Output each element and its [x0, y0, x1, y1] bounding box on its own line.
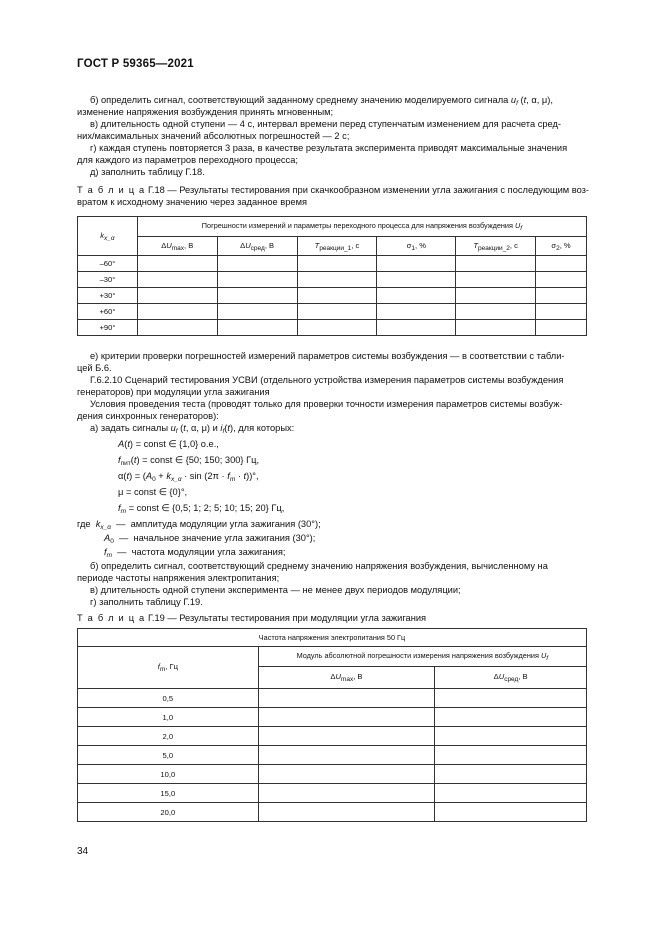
step-b-line2: периоде частоты напряжения электропитания; — [77, 573, 280, 583]
table19-row-label: 0,5 — [78, 689, 259, 708]
paragraph-c-line1: в) длительность одной ступени — 4 с, интервал времени перед ступенчатым изменением для расчета сред- — [90, 119, 561, 129]
table19-caption-label: Т а б л и ц а — [77, 613, 146, 623]
table19-row-label: 2,0 — [78, 727, 259, 746]
table18-col-header: σ1, % — [377, 237, 456, 256]
step-c: в) длительность одной ступени эксперимента — не менее двух периодов модуляции; — [90, 585, 461, 595]
table19-caption-text: Г.19 — Результаты тестирования при модуляции угла зажигания — [145, 613, 427, 623]
table-18 — [77, 216, 587, 336]
table18-row-label: –60° — [78, 256, 138, 272]
table18-col-header: Tреакции_2, с — [456, 237, 536, 256]
table18-row-label: +30° — [78, 288, 138, 304]
table18-col-header: ΔUсред, В — [217, 237, 297, 256]
table18-row-label: +90° — [78, 320, 138, 336]
formula-mu: μ = const ∈ {0}°, — [118, 487, 188, 497]
step-b-line1: б) определить сигнал, соответствующий среднему значению напряжения возбуждения, вычисленному на — [90, 561, 548, 571]
table18-row-header: kx_α — [78, 217, 138, 256]
table-row — [78, 708, 587, 727]
table18-caption-text: Г.18 — Результаты тестирования при скачкообразном изменении угла зажигания с последующим воз- — [145, 185, 590, 195]
table19-row-label: 15,0 — [78, 784, 259, 803]
table-row — [78, 304, 587, 320]
paragraph-f-line2: цей Б.6. — [77, 363, 112, 373]
table19-col-header: ΔUmax, В — [258, 667, 435, 689]
table18-col-header: ΔUmax, В — [137, 237, 217, 256]
table19-row-label: 10,0 — [78, 765, 259, 784]
table-row — [78, 765, 587, 784]
paragraph-e: д) заполнить таблицу Г.18. — [90, 167, 205, 177]
formula-supply-frequency: $f_{пит}(t)$ = const ∈ {50; 150; 300} Гц, — [118, 455, 260, 467]
paragraph-d-line2: для каждого из параметров переходного процесса; — [77, 155, 298, 165]
table18-caption-label: Т а б л и ц а — [77, 185, 146, 195]
where-kx: где $k_{x\_\alpha}$ — амплитуда модуляции угла зажигания (30°); — [77, 519, 321, 531]
table18-row-label: –30° — [78, 272, 138, 288]
table-row — [78, 272, 587, 288]
table18-col-header: Tреакции_1, с — [297, 237, 377, 256]
conditions-line1: Условия проведения теста (проводят только для проверки точности измерения параметров системы возбуж- — [90, 399, 563, 409]
table19-caption — [77, 612, 426, 624]
table18-caption-line2: вратом к исходному значению через заданное время — [77, 197, 308, 207]
table-row — [78, 727, 587, 746]
paragraph-b-line1: б) определить сигнал, соответствующий заданному среднему значению моделируемого сигнала $u_f$ (t, α, μ), — [90, 95, 553, 107]
paragraph-c-line2: них/максимальных значений абсолютных погрешностей — 2 с; — [77, 131, 350, 141]
table19-top-header: Частота напряжения электропитания 50 Гц — [78, 629, 587, 647]
conditions-line2: дения синхронных генераторов): — [77, 411, 219, 421]
paragraph-f-line1: е) критерии проверки погрешностей измерений параметров системы возбуждения — в соответствии с табли- — [90, 351, 565, 361]
page-number: 34 — [77, 846, 89, 857]
table-row — [78, 689, 587, 708]
formula-modulation-frequency: $f_m$ = const ∈ {0,5; 1; 2; 5; 10; 15; 20} Гц, — [118, 503, 285, 515]
table18-group-header: Погрешности измерений и параметры переходного процесса для напряжения возбуждения Uf — [137, 217, 586, 237]
paragraph-b-line2: изменение напряжения возбуждения принять мгновенным; — [77, 107, 334, 117]
table19-row-label: 20,0 — [78, 803, 259, 822]
formula-amplitude: A(t) = const ∈ {1,0} о.е., — [118, 439, 219, 449]
table-row — [78, 256, 587, 272]
section-heading-line2: генераторов) при модуляции угла зажигания — [77, 387, 270, 397]
step-d: г) заполнить таблицу Г.19. — [90, 597, 203, 607]
table-row — [78, 320, 587, 336]
table18-col-header: σ2, % — [536, 237, 587, 256]
table19-group-header: Модуль абсолютной погрешности измерения напряжения возбуждения Uf — [258, 647, 586, 667]
formula-firing-angle: $\alpha(t) = (A_0 + k_{x\_\alpha} \cdot \sin (2\pi \cdot f_m \cdot t))^\circ$, — [118, 471, 259, 483]
table18-caption-line1 — [77, 184, 589, 196]
where-fm: $f_m$ — частота модуляции угла зажигания; — [104, 547, 286, 559]
table18-row-label: +60° — [78, 304, 138, 320]
table-row — [78, 746, 587, 765]
table19-row-label: 1,0 — [78, 708, 259, 727]
table-19 — [77, 628, 587, 822]
document-title: ГОСТ Р 59365—2021 — [77, 58, 194, 70]
section-heading-line1: Г.6.2.10 Сценарий тестирования УСВИ (отдельного устройства измерения параметров системы возбуждения — [90, 375, 564, 385]
paragraph-d-line1: г) каждая ступень повторяется 3 раза, в качестве результата эксперимента приводят максимальные значения — [90, 143, 568, 153]
table19-col-header: ΔUсред, В — [435, 667, 587, 689]
table19-row-label: 5,0 — [78, 746, 259, 765]
table-row — [78, 784, 587, 803]
where-a0: $A_0$ — начальное значение угла зажигания (30°); — [104, 533, 316, 545]
table-row — [78, 288, 587, 304]
step-a: а) задать сигналы $u_f$ (t, α, μ) и $i_f(t)$, для которых: — [90, 423, 295, 435]
table-row — [78, 803, 587, 822]
table19-row-header: fm, Гц — [78, 647, 259, 689]
